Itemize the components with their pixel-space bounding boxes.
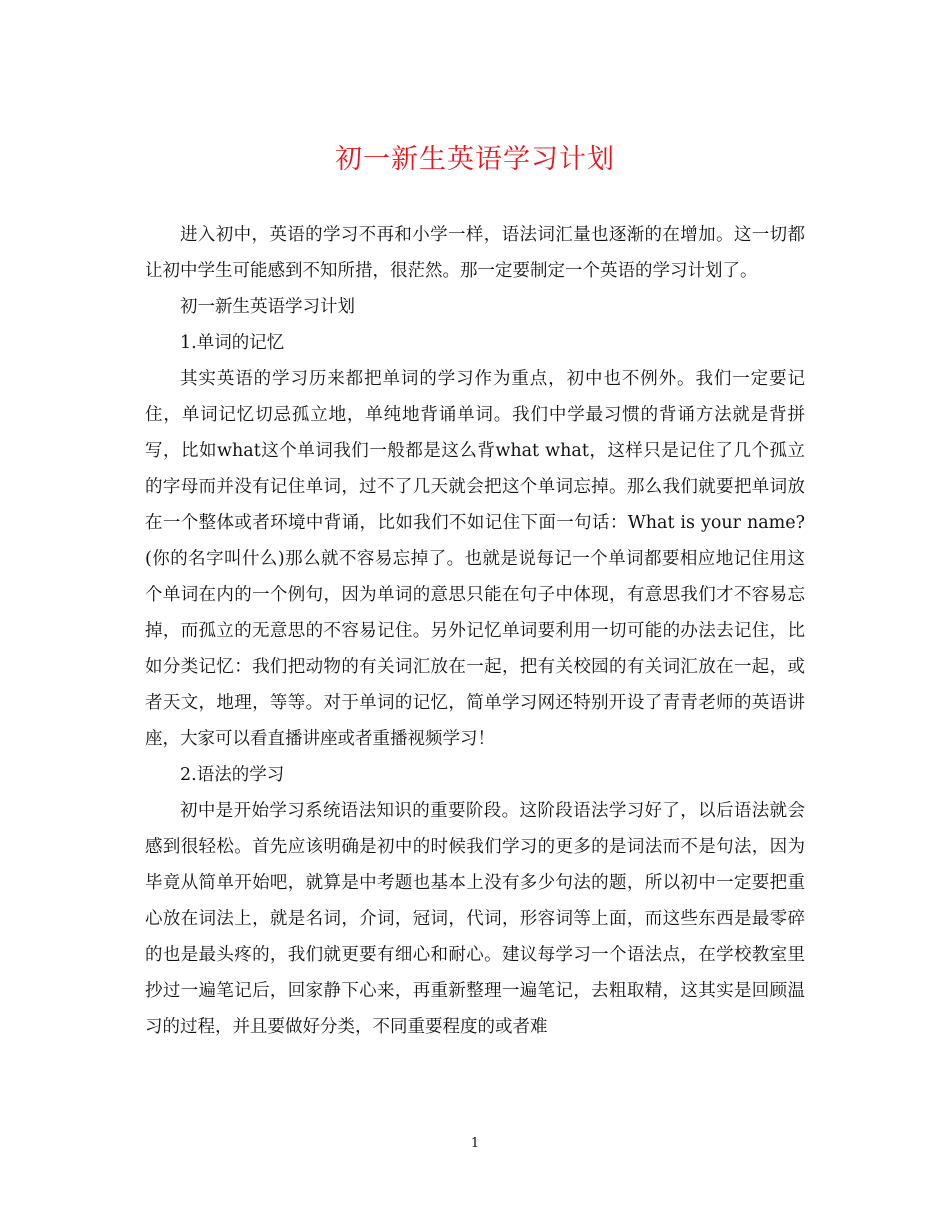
subheading-grammar: 2.语法的学习 bbox=[180, 765, 285, 785]
grammar-paragraph: 初中是开始学习系统语法知识的重要阶段。这阶段语法学习好了，以后语法就会感到很轻松。首先应该明确是初中的时候我们学习的更多的是词法而不是句法，因为毕竟从简单开始吧，就算是中考题也基本上没有多少句法的题，所以初中一定要把重心放在词法上，就是名词，介词，冠词，代词，形容词等上面，而这些东西是最零碎的也是最头疼的，我们就更要有细心和耐心。建议每学习一个语法点，在学校教室里抄过一遍笔记后，回家静下心来，再重新整理一遍笔记，去粗取精，这其实是回顾温习的过程，并且要做好分类，不同重要程度的或者难 bbox=[145, 801, 805, 1037]
word-memory-paragraph: 其实英语的学习历来都把单词的学习作为重点，初中也不例外。我们一定要记住，单词记忆切忌孤立地，单纯地背诵单词。我们中学最习惯的背诵方法就是背拼写，比如what这个单词我们一般都是这么背what what，这样只是记住了几个孤立的字母而并没有记住单词，过不了几天就会把这个单词忘掉。那么我们就要把单词放在一个整体或者环境中背诵，比如我们不如记住下面一句话：What is your name?(你的名字叫什么)那么就不容易忘掉了。也就是说每记一个单词都要相应地记住用这个单词在内的一个例句，因为单词的意思只能在句子中体现，有意思我们才不容易忘掉，而孤立的无意思的不容易记住。另外记忆单词要利用一切可能的办法去记住，比如分类记忆：我们把动物的有关词汇放在一起，把有关校园的有关词汇放在一起，或者天文，地理，等等。对于单词的记忆，简单学习网还特别开设了青青老师的英语讲座，大家可以看直播讲座或者重播视频学习！ bbox=[145, 369, 805, 749]
subheading-word-memory: 1.单词的记忆 bbox=[180, 333, 285, 353]
page-number: 1 bbox=[470, 1136, 480, 1151]
document-title: 初一新生英语学习计划 bbox=[335, 144, 615, 175]
section-heading: 初一新生英语学习计划 bbox=[180, 297, 355, 317]
intro-paragraph: 进入初中，英语的学习不再和小学一样，语法词汇量也逐渐的在增加。这一切都让初中学生可能感到不知所措，很茫然。那一定要制定一个英语的学习计划了。 bbox=[145, 225, 805, 281]
document-body bbox=[145, 217, 805, 1045]
